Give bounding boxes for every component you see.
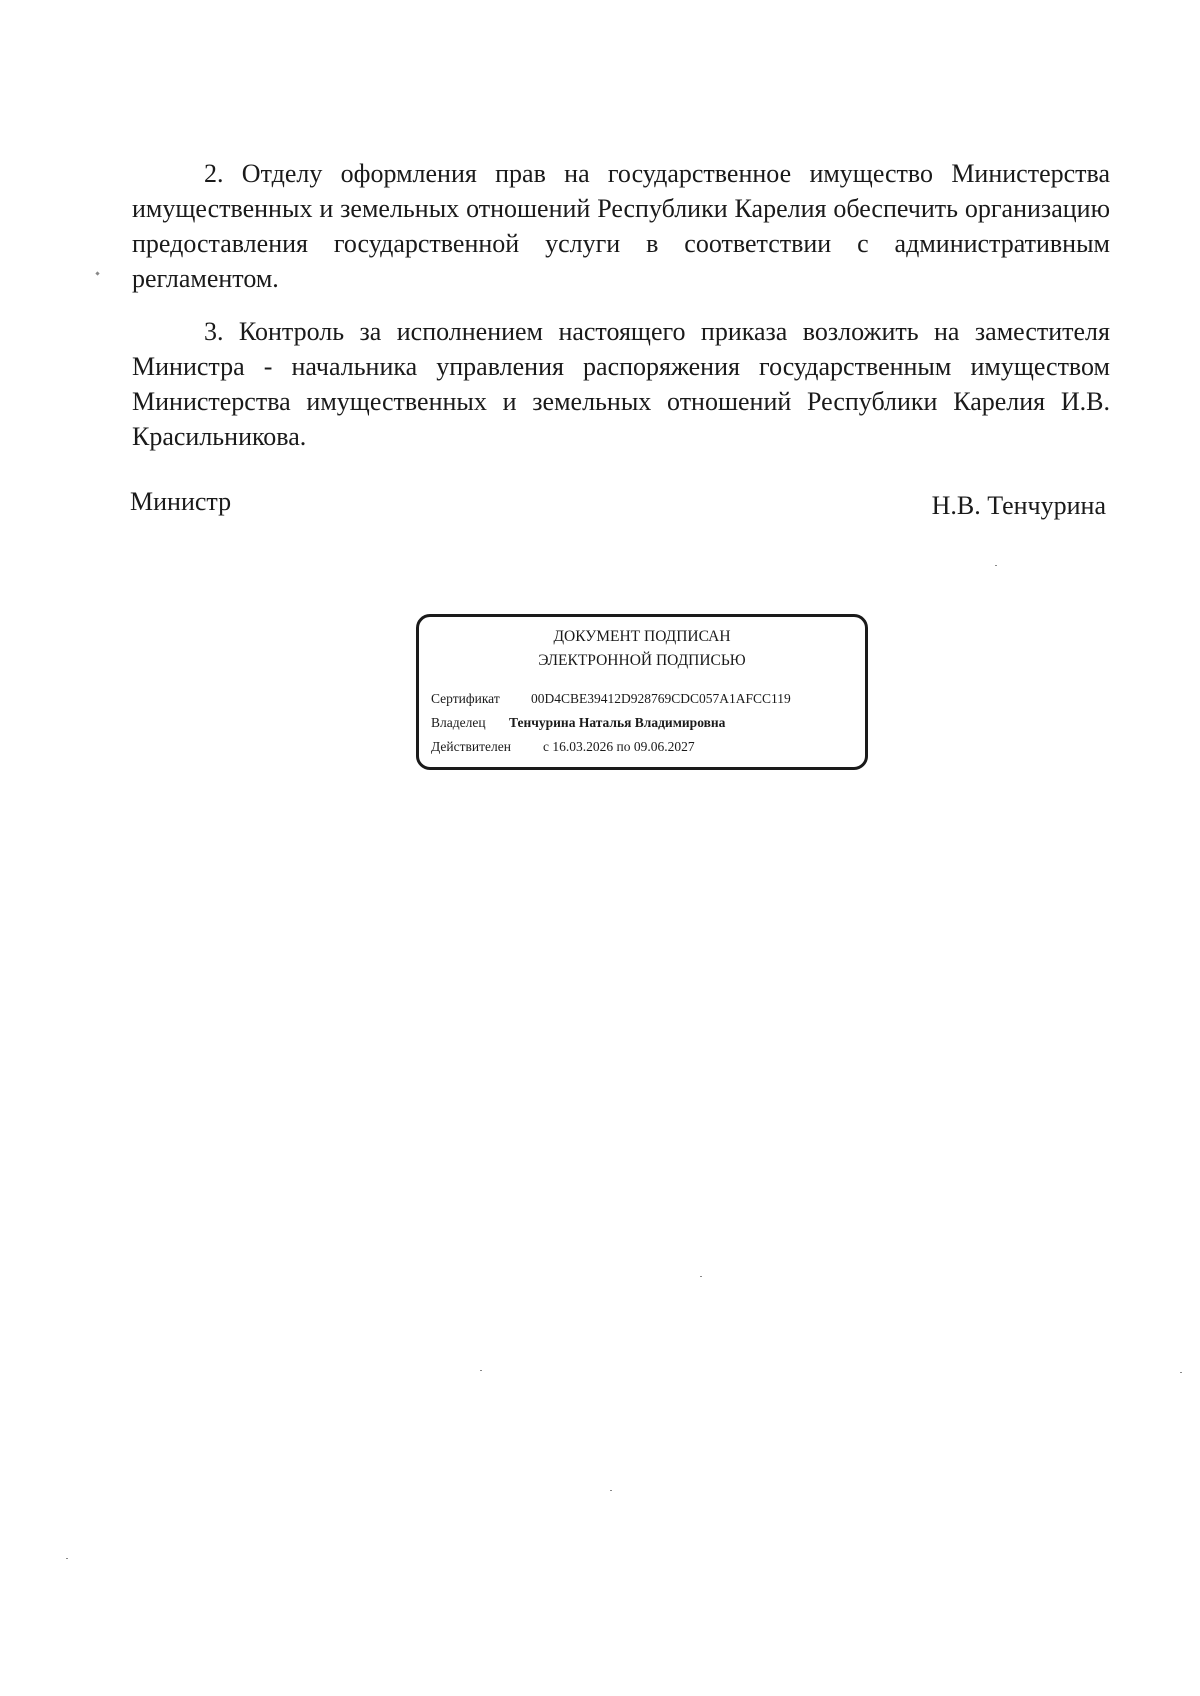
- owner-label: Владелец: [431, 715, 486, 730]
- scan-speck: [995, 565, 997, 566]
- signatory-title: Министр: [130, 487, 232, 516]
- stamp-validity-row: [431, 737, 695, 757]
- scan-speck: [66, 1558, 68, 1559]
- stamp-certificate-row: [431, 689, 791, 709]
- scan-speck: [610, 1490, 612, 1491]
- validity-label: Действителен: [431, 739, 511, 754]
- scan-speck: [480, 1370, 482, 1371]
- stamp-header-line-1: ДОКУМЕНТ ПОДПИСАН: [553, 628, 731, 645]
- owner-value: Тенчурина Наталья Владимировна: [509, 715, 726, 730]
- scan-speck: [700, 1276, 702, 1277]
- signatory-name: Н.В. Тенчурина: [931, 491, 1106, 520]
- scan-speck: [95, 271, 99, 275]
- certificate-value: 00D4CBE39412D928769CDC057A1AFCC119: [531, 691, 791, 706]
- stamp-header: [419, 625, 865, 673]
- validity-value: с 16.03.2026 по 09.06.2027: [543, 739, 695, 754]
- stamp-owner-row: [431, 713, 725, 733]
- paragraph-2: 2. Отделу оформления прав на государственное имущество Министерства имущественных и земельных отношений Республики Карелия обеспечить организацию предоставления государственной услуги в соответствии с административным регламентом.: [132, 159, 1110, 293]
- certificate-label: Сертификат: [431, 691, 500, 706]
- stamp-header-line-2: ЭЛЕКТРОННОЙ ПОДПИСЬЮ: [538, 652, 746, 669]
- paragraph-3: 3. Контроль за исполнением настоящего приказа возложить на заместителя Министра - начальника управления распоряжения государственным имуществом Министерства имущественных и земельных отношений Республики Карелия И.В. Красильникова.: [132, 317, 1110, 451]
- scan-speck: [1180, 1372, 1182, 1373]
- electronic-signature-stamp: [416, 614, 868, 770]
